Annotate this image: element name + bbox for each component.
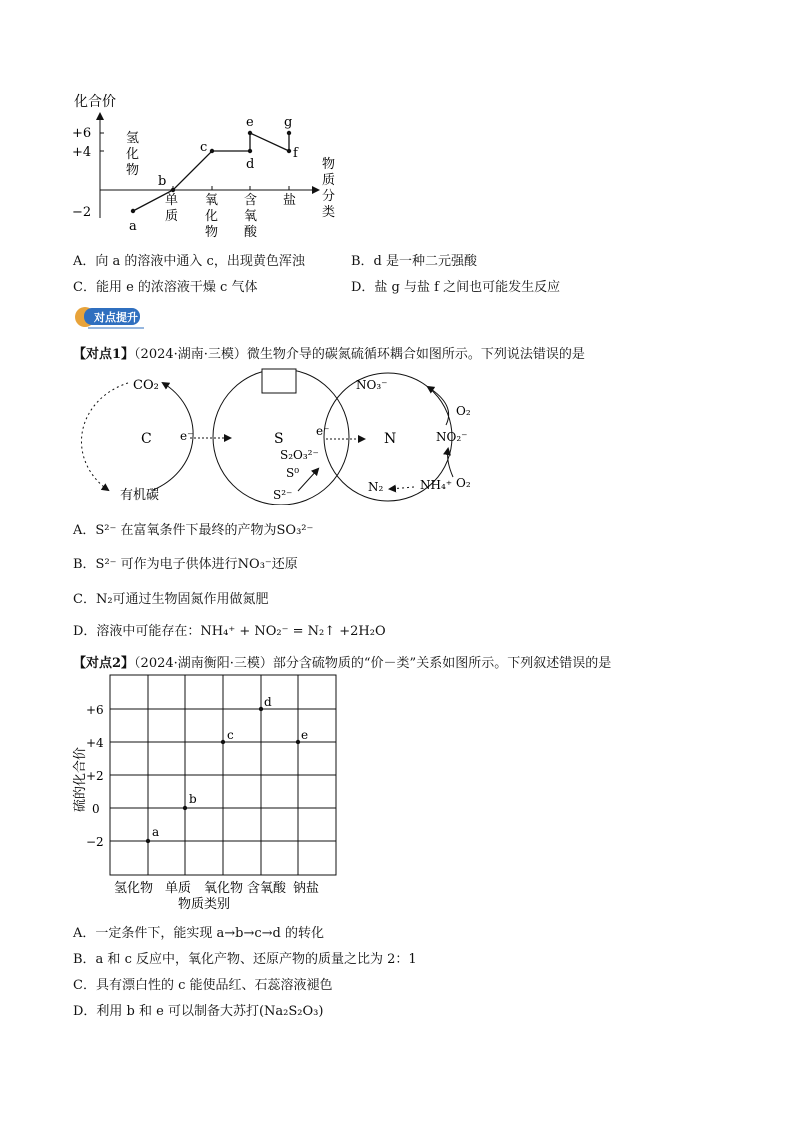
q2-stem-text: （2024·湖南衡阳·三模）部分含硫物质的“价－类”关系如图所示。下列叙述错误的是 xyxy=(134,656,612,671)
fig2-o2-bottom: O₂ xyxy=(456,476,471,490)
fig1-point-a xyxy=(131,209,135,213)
q2-option-a: A．一定条件下，能实现 a→b→c→d 的转化 xyxy=(73,926,325,941)
fig2-n: N xyxy=(384,431,397,447)
fig2-s0: S⁰ xyxy=(286,466,300,480)
fig3-cat-oxide: 氧化物 xyxy=(204,881,244,896)
section-badge-text: 对点提升 xyxy=(94,311,138,324)
fig1-label-b: b xyxy=(158,174,167,189)
fig3-point-b xyxy=(183,806,187,810)
fig1-point-f xyxy=(287,149,291,153)
fig1-cat-salt: 盐 xyxy=(283,193,297,208)
fig1-point-e xyxy=(248,131,252,135)
fig1-label-e: e xyxy=(246,115,254,130)
fig1-xlabel: 物质分类 xyxy=(322,157,336,220)
fig1-point-c xyxy=(210,149,214,153)
fig2-nh4: NH₄⁺ xyxy=(420,478,453,492)
fig1-label-f: f xyxy=(293,146,298,161)
fig2-co2: CO₂ xyxy=(133,378,159,393)
q1-stem xyxy=(73,343,585,362)
q1-option-b: B．S²⁻ 可作为电子供体进行NO₃⁻还原 xyxy=(73,557,298,572)
fig1-point-b xyxy=(171,188,175,192)
fig2-s2o3: S₂O₃²⁻ xyxy=(280,448,319,462)
fig3-point-e xyxy=(296,740,300,744)
fig1-cat-oxyacid: 含氧酸 xyxy=(244,193,258,240)
fig2-no2: NO₂⁻ xyxy=(436,430,468,444)
fig1-label-d: d xyxy=(246,157,255,172)
fig1-label-c: c xyxy=(200,140,208,155)
q2-option-d: D．利用 b 和 e 可以制备大苏打(Na₂S₂O₃) xyxy=(73,1004,324,1019)
section-badge xyxy=(74,305,154,331)
q2-option-c: C．具有漂白性的 c 能使品红、石蕊溶液褪色 xyxy=(73,978,333,993)
fig3-label-e: e xyxy=(301,728,309,742)
fig3-cat-element: 单质 xyxy=(165,881,192,896)
q1-tag: 【对点1】 xyxy=(73,347,135,362)
q0-option-a: A．向 a 的溶液中通入 c，出现黄色浑浊 xyxy=(73,254,305,269)
fig3-ytick-2: +2 xyxy=(86,769,104,783)
fig3-cat-hydride: 氢化物 xyxy=(114,881,154,896)
fig2-s: S xyxy=(274,431,284,447)
fig3-label-d: d xyxy=(264,695,272,709)
fig1-ylabel: 化合价 xyxy=(74,94,116,110)
fig3-ytick-0: 0 xyxy=(92,802,100,816)
fig2-n2: N₂ xyxy=(368,480,384,494)
fig3-ytick-m2: −2 xyxy=(86,835,104,849)
q1-option-d: D．溶液中可能存在：NH₄⁺ + NO₂⁻ = N₂↑ +2H₂O xyxy=(73,624,386,639)
fig1-ytick-4: +4 xyxy=(72,145,92,160)
q1-stem-text: （2024·湖南·三模）微生物介导的碳氮硫循环耦合如图所示。下列说法错误的是 xyxy=(134,347,585,362)
fig3-xlabel: 物质类别 xyxy=(178,897,231,912)
fig2-s2minus: S²⁻ xyxy=(273,488,293,502)
fig1-point-d xyxy=(248,149,252,153)
fig2-e2: e⁻ xyxy=(316,424,330,438)
fig2-e1: e⁻ xyxy=(180,429,194,443)
fig1-label-g: g xyxy=(284,115,293,130)
fig2-no3: NO₃⁻ xyxy=(356,378,388,392)
fig1-cat-oxide: 氧化物 xyxy=(205,193,219,240)
fig1-ytick-6: +6 xyxy=(72,126,92,141)
fig3-point-d xyxy=(259,707,263,711)
valence-class-figure-1 xyxy=(60,88,360,248)
fig3-cat-sodium-salt: 钠盐 xyxy=(293,881,320,896)
fig3-label-c: c xyxy=(227,728,234,742)
fig3-point-a xyxy=(146,839,150,843)
q0-option-c: C．能用 e 的浓溶液干燥 c 气体 xyxy=(73,280,258,295)
q2-tag: 【对点2】 xyxy=(73,656,135,671)
q2-stem xyxy=(73,652,611,671)
fig1-cat-element: 单质 xyxy=(165,193,179,224)
fig3-cat-oxyacid: 含氧酸 xyxy=(247,881,287,896)
q0-option-d: D．盐 g 与盐 f 之间也可能发生反应 xyxy=(351,280,561,295)
fig3-ytick-4: +4 xyxy=(86,736,104,750)
fig1-point-g xyxy=(287,131,291,135)
fig3-ylabel: 硫的化合价 xyxy=(73,746,88,812)
fig2-o2-top: O₂ xyxy=(456,404,471,418)
fig3-label-a: a xyxy=(152,825,160,839)
q2-option-b: B．a 和 c 反应中，氧化产物、还原产物的质量之比为 2：1 xyxy=(73,952,417,967)
q0-option-b: B．d 是一种二元强酸 xyxy=(351,254,478,269)
fig1-cat-hydride: 氢化物 xyxy=(126,131,140,178)
fig2-c: C xyxy=(141,431,152,447)
fig3-label-b: b xyxy=(189,792,197,806)
fig1-ytick-m2: −2 xyxy=(72,205,92,220)
q1-option-c: C．N₂可通过生物固氮作用做氮肥 xyxy=(73,592,269,607)
fig1-label-a: a xyxy=(129,219,137,234)
fig2-organic-carbon: 有机碳 xyxy=(120,488,160,503)
fig3-ytick-6: +6 xyxy=(86,703,104,717)
cycle-diagram xyxy=(68,365,508,505)
fig3-point-c xyxy=(221,740,225,744)
q1-option-a: A．S²⁻ 在富氧条件下最终的产物为SO₃²⁻ xyxy=(73,523,314,538)
sulfur-valence-grid xyxy=(70,672,350,912)
